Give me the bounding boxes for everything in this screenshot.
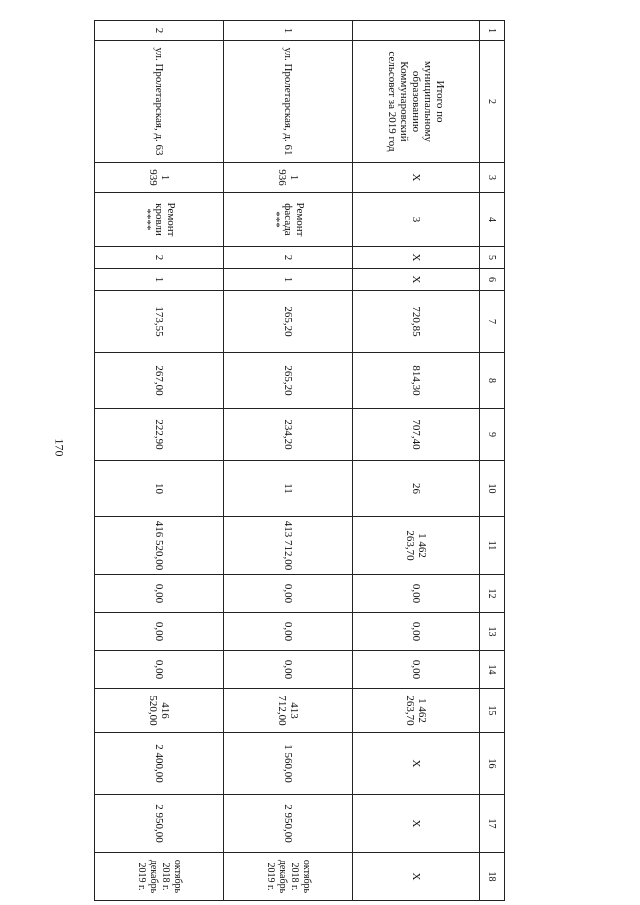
rotated-table-container bbox=[115, 20, 505, 894]
table-cell bbox=[353, 21, 480, 41]
table-cell: X bbox=[353, 733, 480, 795]
table-cell: 416 520,00 bbox=[95, 689, 224, 733]
repair-program-table bbox=[94, 20, 505, 901]
table-cell: 2 400,00 bbox=[95, 733, 224, 795]
table-cell: 2 950,00 bbox=[224, 795, 353, 853]
table-cell: X bbox=[353, 247, 480, 269]
table-row-total bbox=[353, 21, 480, 901]
table-cell: 173,55 bbox=[95, 291, 224, 353]
table-cell: 2 bbox=[224, 247, 353, 269]
table-row bbox=[224, 21, 353, 901]
column-number: 10 bbox=[480, 461, 505, 517]
table-cell: 720,85 bbox=[353, 291, 480, 353]
table-cell: 3 bbox=[353, 193, 480, 247]
column-number: 13 bbox=[480, 613, 505, 651]
column-number: 6 bbox=[480, 269, 505, 291]
table-cell: Итого по муниципальному образованию Коммунаровский сельсовет за 2019 год bbox=[353, 41, 480, 163]
table-cell: 0,00 bbox=[224, 651, 353, 689]
table-cell: 11 bbox=[224, 461, 353, 517]
column-number: 7 bbox=[480, 291, 505, 353]
column-number: 18 bbox=[480, 853, 505, 901]
table-cell: 0,00 bbox=[95, 613, 224, 651]
column-number: 4 bbox=[480, 193, 505, 247]
column-number: 11 bbox=[480, 517, 505, 575]
column-number: 3 bbox=[480, 163, 505, 193]
table-cell: X bbox=[353, 795, 480, 853]
table-cell: 265,20 bbox=[224, 353, 353, 409]
table-cell: 2 950,00 bbox=[95, 795, 224, 853]
table-cell: 0,00 bbox=[224, 613, 353, 651]
table-cell: ул. Пролетарская, д. 61 bbox=[224, 41, 353, 163]
table-cell: 265,20 bbox=[224, 291, 353, 353]
column-number: 17 bbox=[480, 795, 505, 853]
table-cell: 0,00 bbox=[95, 575, 224, 613]
table-cell: 413 712,00 bbox=[224, 517, 353, 575]
table-cell: 2 bbox=[95, 247, 224, 269]
table-row bbox=[95, 21, 224, 901]
table-cell: 1 bbox=[95, 269, 224, 291]
column-number-row bbox=[480, 21, 505, 901]
table-cell: октябрь 2018 г. декабрь 2019 г. bbox=[224, 853, 353, 901]
table-cell: 267,00 bbox=[95, 353, 224, 409]
table-cell: октябрь 2018 г. декабрь 2019 г. bbox=[95, 853, 224, 901]
table-cell: 1 462 263,70 bbox=[353, 517, 480, 575]
table-cell: 0,00 bbox=[353, 575, 480, 613]
table-cell: 1 936 bbox=[224, 163, 353, 193]
page-number: 170 bbox=[52, 438, 67, 457]
column-number: 15 bbox=[480, 689, 505, 733]
table-cell: 1 bbox=[224, 269, 353, 291]
table-cell: 0,00 bbox=[353, 651, 480, 689]
table-cell: 0,00 bbox=[224, 575, 353, 613]
table-cell: X bbox=[353, 853, 480, 901]
table-cell: 1 939 bbox=[95, 163, 224, 193]
column-number: 5 bbox=[480, 247, 505, 269]
table-cell: 1 560,00 bbox=[224, 733, 353, 795]
column-number: 16 bbox=[480, 733, 505, 795]
table-cell: 416 520,00 bbox=[95, 517, 224, 575]
column-number: 8 bbox=[480, 353, 505, 409]
table-cell: 1 bbox=[224, 21, 353, 41]
table-cell: 26 bbox=[353, 461, 480, 517]
table-cell: X bbox=[353, 269, 480, 291]
column-number: 9 bbox=[480, 409, 505, 461]
table-cell: X bbox=[353, 163, 480, 193]
table-cell: 707,40 bbox=[353, 409, 480, 461]
table-cell: 413 712,00 bbox=[224, 689, 353, 733]
table-cell: Ремонт кровли **** bbox=[95, 193, 224, 247]
table-cell: 10 bbox=[95, 461, 224, 517]
table-cell: 1 462 263,70 bbox=[353, 689, 480, 733]
table-cell: 0,00 bbox=[95, 651, 224, 689]
column-number: 2 bbox=[480, 41, 505, 163]
column-number: 12 bbox=[480, 575, 505, 613]
table-cell: 2 bbox=[95, 21, 224, 41]
table-cell: Ремонт фасада *** bbox=[224, 193, 353, 247]
column-number: 14 bbox=[480, 651, 505, 689]
column-number: 1 bbox=[480, 21, 505, 41]
table-cell: ул. Пролетарская, д. 63 bbox=[95, 41, 224, 163]
table-cell: 234,20 bbox=[224, 409, 353, 461]
table-cell: 222,90 bbox=[95, 409, 224, 461]
table-cell: 0,00 bbox=[353, 613, 480, 651]
table-cell: 814,30 bbox=[353, 353, 480, 409]
